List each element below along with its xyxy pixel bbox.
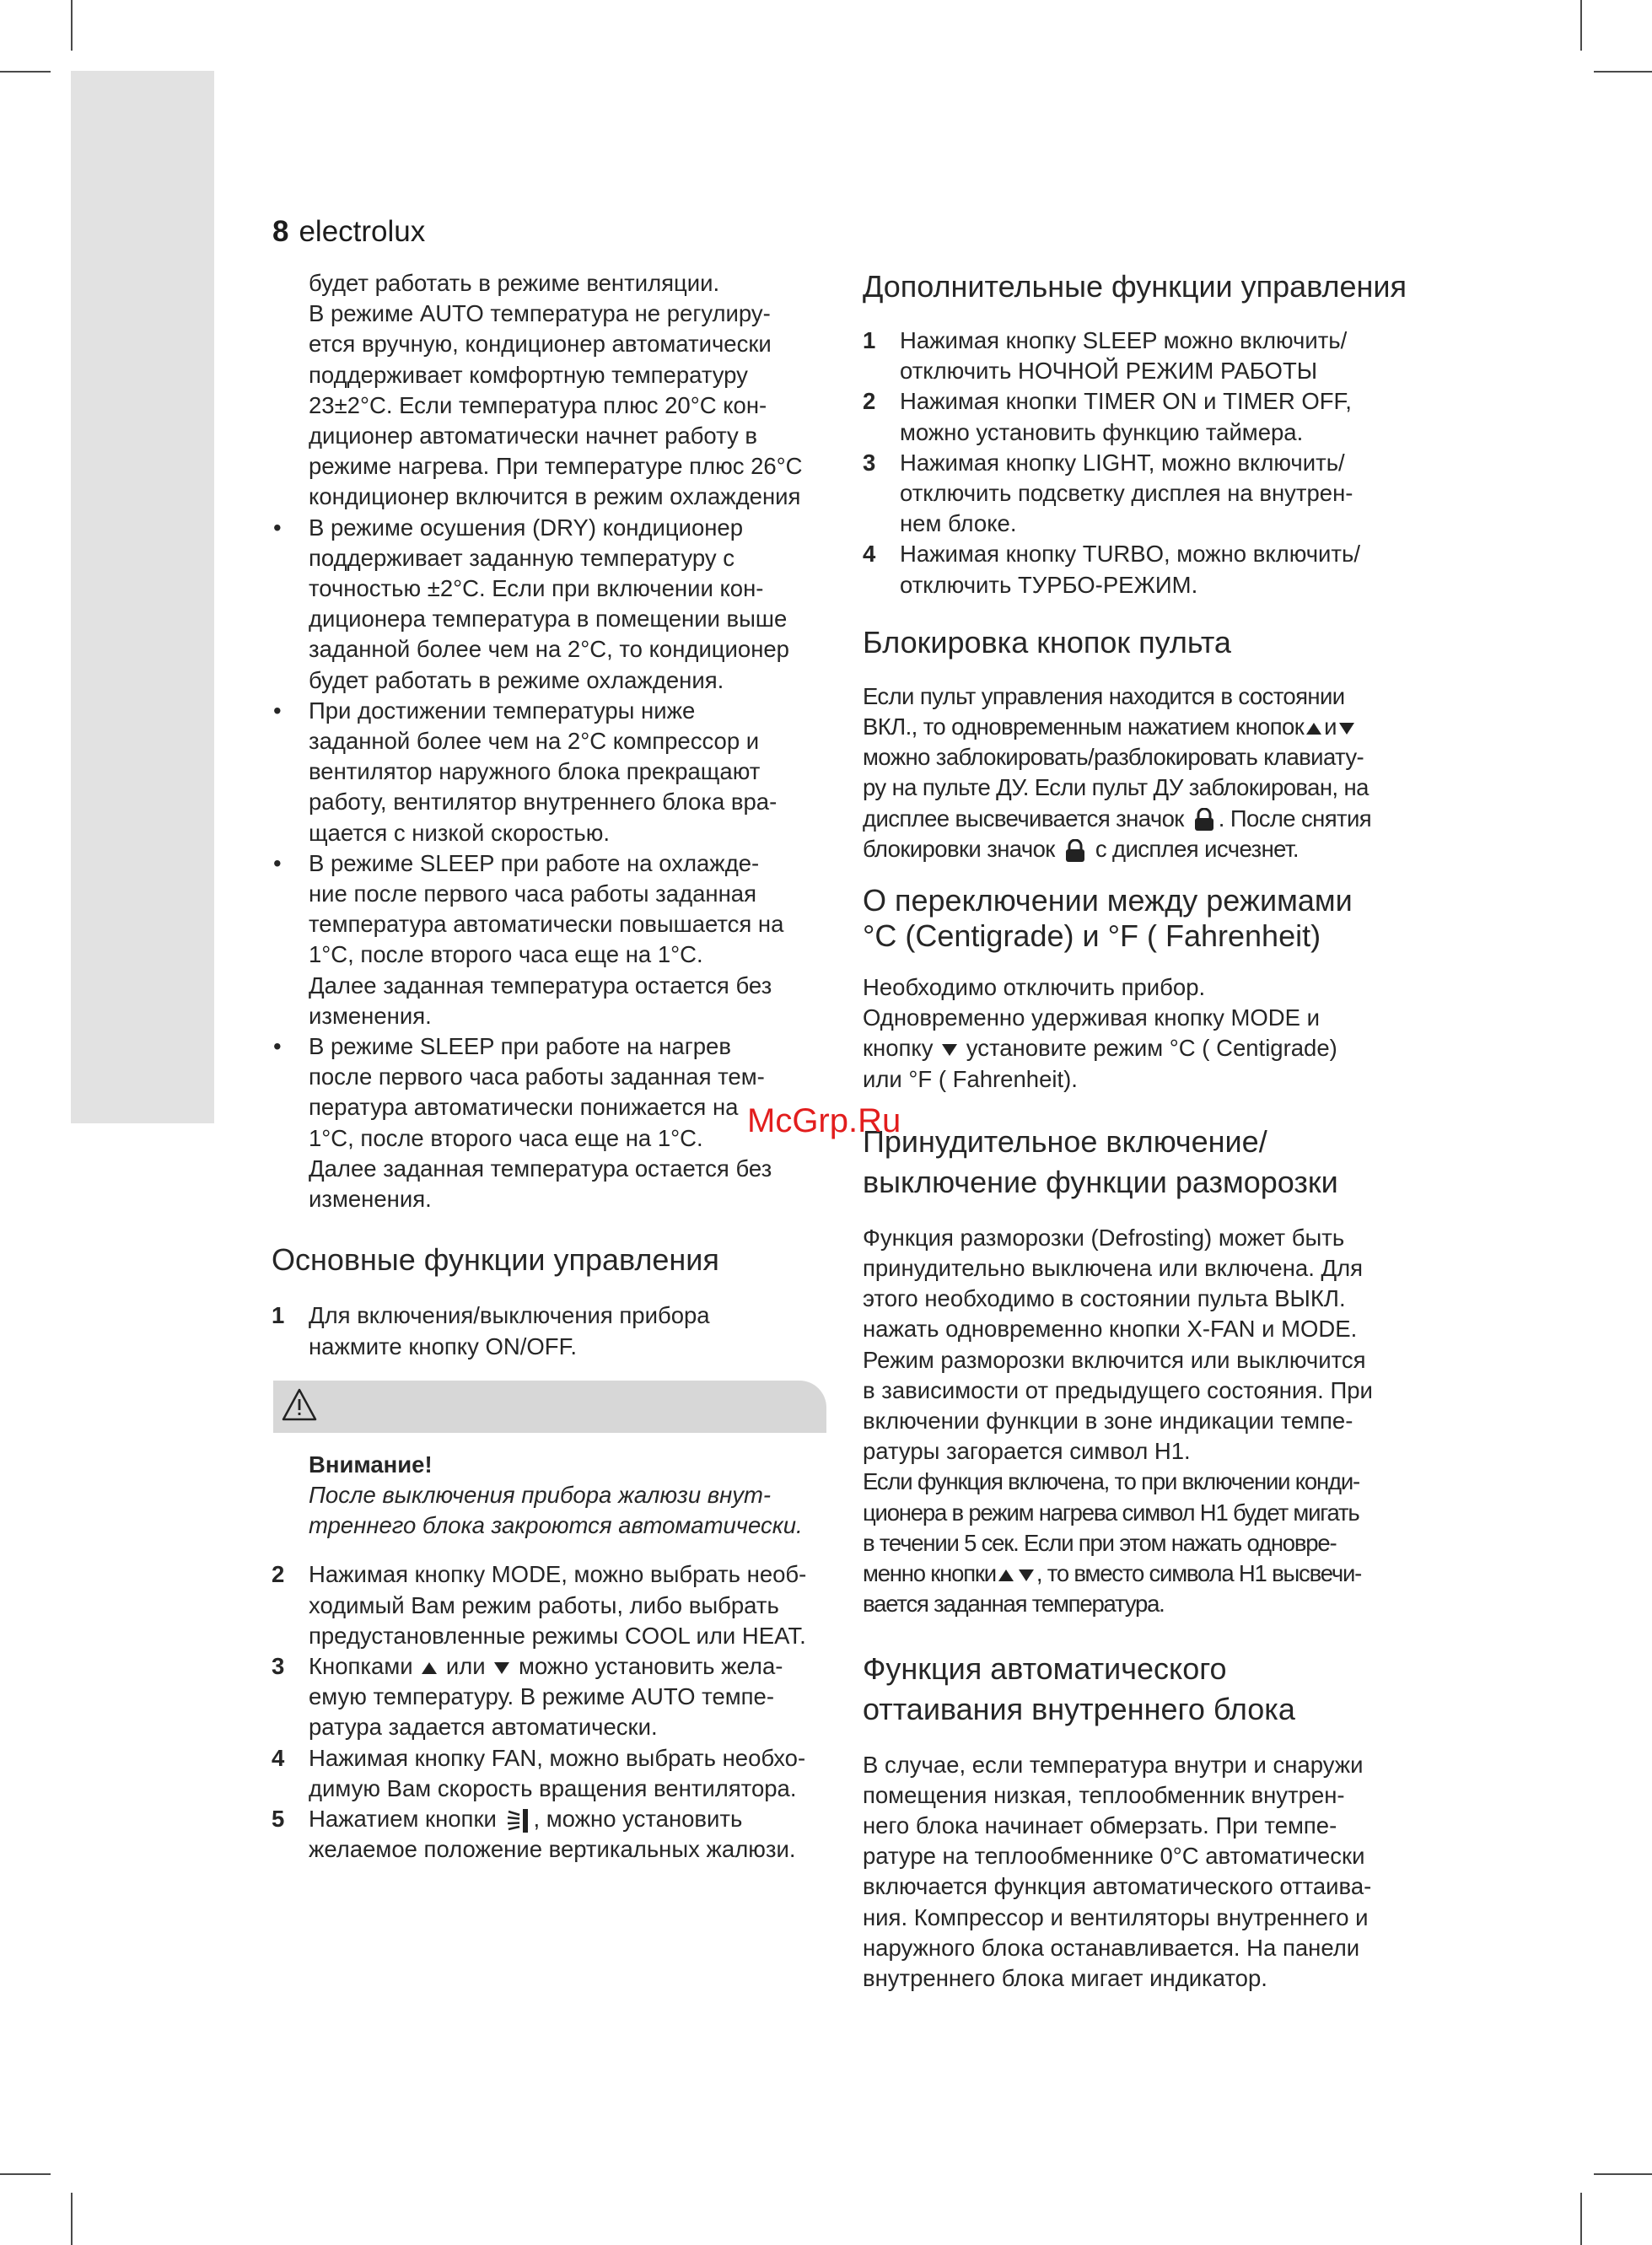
text-line: работу, вентилятор внутреннего блока вра- <box>309 789 778 816</box>
warning-bar <box>273 1381 826 1433</box>
item-number: 1 <box>863 327 876 353</box>
list-item <box>863 539 1423 600</box>
text-line: ходимый Вам режим работы, либо выбрать <box>309 1591 779 1618</box>
defrost-paragraph <box>863 1223 1423 1620</box>
section-heading-button-lock: Блокировка кнопок пульта <box>863 624 1231 660</box>
text-line <box>863 834 1423 864</box>
arrow-down-icon <box>942 1044 957 1056</box>
text-line: Нажимая кнопку SLEEP можно включить/ <box>900 327 1348 353</box>
text-line: • При достижении температуры ниже <box>309 697 696 724</box>
text-line: • В режиме SLEEP при работе на охлажде- <box>309 849 760 876</box>
text-line: • В режиме осушения (DRY) кондиционер <box>309 514 744 541</box>
text-line: Одновременно удерживая кнопку MODE и <box>863 1004 1321 1031</box>
text-line: После выключения прибора жалюзи внут- <box>309 1481 772 1508</box>
crop-mark <box>1580 0 1582 51</box>
text-line <box>863 712 1423 742</box>
text-line: наружного блока останавливается. На панели <box>863 1934 1360 1961</box>
text-fragment: блокировки значок <box>863 835 1055 862</box>
text-line <box>309 1804 828 1834</box>
watermark-text: McGrp.Ru <box>747 1102 901 1139</box>
crop-mark <box>1594 2173 1652 2175</box>
item-number: 4 <box>272 1744 285 1771</box>
arrow-up-icon <box>422 1662 437 1674</box>
arrow-down-icon <box>494 1662 509 1674</box>
text-line: 1°С, после второго часа еще на 1°С. <box>309 941 703 968</box>
item-number: 3 <box>863 449 876 476</box>
list-item <box>863 386 1423 447</box>
page-number: 8 <box>272 215 289 248</box>
text-line: Режим разморозки включится или выключится <box>863 1346 1366 1373</box>
crop-mark <box>1594 71 1652 73</box>
text-line: нажать одновременно кнопки X-FAN и MODE. <box>863 1316 1358 1343</box>
text-line: вается заданная температура. <box>863 1591 1165 1618</box>
brand-name: electrolux <box>299 215 426 248</box>
text-line: изменения. <box>309 1186 432 1213</box>
extra-functions-list <box>863 326 1423 600</box>
crop-mark <box>0 2173 51 2175</box>
bullet-item <box>272 848 828 1031</box>
thaw-paragraph <box>863 1750 1423 1995</box>
lock-icon <box>1193 808 1215 832</box>
list-item <box>863 448 1423 540</box>
text-line: В режиме AUTO температура не регулиру- <box>309 300 771 327</box>
text-fragment: менно кнопки <box>863 1560 996 1587</box>
text-fragment: Нажатием кнопки <box>309 1805 497 1832</box>
crop-mark <box>71 2193 73 2245</box>
bullet-item <box>272 513 828 696</box>
text-fragment: , то вместо символа Н1 высвечи- <box>1036 1560 1362 1587</box>
text-line: диционер автоматически начнет работу в <box>309 423 758 450</box>
list-item <box>272 1651 828 1743</box>
text-line: включении функции в зоне индикации темпе- <box>863 1408 1353 1435</box>
list-item <box>272 1743 828 1804</box>
arrow-up-icon <box>1306 723 1321 735</box>
text-line: отключить НОЧНОЙ РЕЖИМ РАБОТЫ <box>900 358 1318 385</box>
heading-line: Функция автоматического <box>863 1650 1227 1686</box>
list-item <box>272 1559 828 1651</box>
text-line: будет работать в режиме охлаждения. <box>309 666 724 693</box>
heading-line: Принудительное включение/ <box>863 1123 1267 1159</box>
text-line: или °F ( Fahrenheit). <box>863 1065 1078 1092</box>
text-line: треннего блока закроются автоматически. <box>309 1512 803 1539</box>
text-line: поддерживает заданную температуру с <box>309 544 735 571</box>
text-line: Функция разморозки (Defrosting) может быть <box>863 1224 1345 1251</box>
item-number: 1 <box>272 1302 285 1329</box>
text-line: ратуре на теплообменнике 0°С автоматически <box>863 1843 1365 1870</box>
text-line: ния. Компрессор и вентиляторы внутреннего и <box>863 1903 1369 1930</box>
text-line: в течении 5 сек. Если при этом нажать одновре- <box>863 1529 1337 1556</box>
text-line: будет работать в режиме вентиляции. <box>309 270 720 296</box>
text-line: кондиционер включится в режим охлаждения <box>309 483 801 510</box>
text-line: предустановленные режимы COOL или HEAT. <box>309 1622 806 1649</box>
text-line: заданной более чем на 2°С, то кондиционер <box>309 636 789 663</box>
text-line: Нажимая кнопки TIMER ON и TIMER OFF, <box>900 388 1352 415</box>
item-number: 3 <box>272 1652 285 1679</box>
text-fragment: можно установить жела- <box>518 1652 783 1679</box>
text-line: после первого часа работы заданная тем- <box>309 1063 765 1090</box>
text-line: Необходимо отключить прибор. <box>863 974 1206 1001</box>
text-line: Далее заданная температура остается без <box>309 1155 772 1182</box>
text-line: заданной более чем на 2°С компрессор и <box>309 728 760 755</box>
text-line: в зависимости от предыдущего состояния. При <box>863 1376 1373 1403</box>
item-number: 4 <box>863 541 876 568</box>
item-number: 2 <box>863 388 876 415</box>
text-line: желаемое положение вертикальных жалюзи. <box>309 1836 796 1863</box>
section-heading-defrost <box>863 1122 1423 1203</box>
continued-paragraph <box>272 268 828 513</box>
text-line: температура автоматически повышается на <box>309 911 784 938</box>
text-fragment: кнопку <box>863 1035 934 1062</box>
list-item <box>272 1300 828 1361</box>
arrow-down-icon <box>1019 1569 1034 1581</box>
text-line: нем блоке. <box>900 510 1017 537</box>
list-item <box>863 326 1423 386</box>
crop-mark <box>1580 2193 1582 2245</box>
text-line: диционера температура в помещении выше <box>309 606 788 633</box>
text-line: Нажимая кнопку FAN, можно выбрать необхо- <box>309 1744 806 1771</box>
warning-icon <box>282 1387 317 1423</box>
bullet-item <box>272 1031 828 1214</box>
text-line: ционера в режим нагрева символ Н1 будет мигать <box>863 1499 1359 1526</box>
text-line: ратура задается автоматически. <box>309 1714 658 1741</box>
text-line: изменения. <box>309 1002 432 1029</box>
right-column <box>863 266 1423 1994</box>
text-fragment: . После снятия <box>1218 805 1372 832</box>
text-line: пература автоматически понижается на <box>309 1094 739 1121</box>
lock-paragraph <box>863 681 1423 864</box>
text-line: точностью ±2°С. Если при включении кон- <box>309 575 764 602</box>
section-heading-units <box>863 883 1423 954</box>
text-line: ется вручную, кондиционер автоматически <box>309 331 772 358</box>
text-line: димую Вам скорость вращения вентилятора. <box>309 1774 797 1801</box>
section-heading-extra-functions: Дополнительные функции управления <box>863 269 1407 304</box>
side-tab-band <box>71 71 214 1123</box>
text-fragment: и <box>1324 713 1337 740</box>
text-fragment: , можно установить <box>533 1805 743 1832</box>
text-line: Нажимая кнопку LIGHT, можно включить/ <box>900 449 1345 476</box>
text-line: Если пульт управления находится в состоянии <box>863 682 1345 709</box>
text-line: поддерживает комфортную температуру <box>309 361 748 388</box>
text-line: него блока начинает обмерзать. При темпе- <box>863 1812 1337 1839</box>
text-line: режиме нагрева. При температуре плюс 26°С <box>309 453 803 480</box>
text-line <box>863 1033 1423 1063</box>
text-line: ратуры загорается символ Н1. <box>863 1438 1191 1465</box>
text-line: Далее заданная температура остается без <box>309 972 772 999</box>
text-line: Нажимая кнопку TURBO, можно включить/ <box>900 541 1360 568</box>
text-line: отключить ТУРБО-РЕЖИМ. <box>900 571 1198 598</box>
text-line <box>863 1559 1423 1589</box>
text-line: Для включения/выключения прибора <box>309 1302 710 1329</box>
text-line: Если функция включена, то при включении конди- <box>863 1468 1359 1495</box>
section-heading-basic-functions: Основные функции управления <box>272 1242 719 1278</box>
text-line: можно заблокировать/разблокировать клавиату- <box>863 744 1364 771</box>
heading-line: °С (Centigrade) и °F ( Fahrenheit) <box>863 918 1321 954</box>
page-header <box>272 211 425 253</box>
text-line: емую температуру. В режиме AUTO темпе- <box>309 1683 775 1710</box>
text-line: ру на пульте ДУ. Если пульт ДУ заблокирован, на <box>863 774 1369 801</box>
arrow-up-icon <box>998 1569 1014 1581</box>
warning-title: Внимание! <box>309 1451 433 1478</box>
text-line <box>863 804 1423 834</box>
text-line: 1°С, после второго часа еще на 1°С. <box>309 1124 703 1151</box>
heading-line: оттаивания внутреннего блока <box>863 1691 1295 1726</box>
text-fragment: ВКЛ., то одновременным нажатием кнопок <box>863 713 1305 740</box>
crop-mark <box>71 0 73 51</box>
text-fragment: Кнопками <box>309 1652 413 1679</box>
text-line: включается функция автоматического оттаива- <box>863 1873 1372 1900</box>
crop-mark <box>0 71 51 73</box>
heading-line: выключение функции разморозки <box>863 1164 1338 1199</box>
text-line: ние после первого часа работы заданная <box>309 880 756 907</box>
text-line: принудительно выключена или включена. Для <box>863 1255 1364 1282</box>
warning-note <box>272 1450 828 1542</box>
list-item <box>272 1804 828 1865</box>
text-fragment: дисплее высвечивается значок <box>863 805 1184 832</box>
left-column <box>272 268 828 1865</box>
text-line: В случае, если температура внутри и снаружи <box>863 1751 1364 1778</box>
lock-icon <box>1064 839 1086 863</box>
arrow-down-icon <box>1339 723 1354 735</box>
item-number: 5 <box>272 1805 285 1832</box>
text-line: 23±2°С. Если температура плюс 20°С кон- <box>309 391 767 418</box>
text-fragment: с дисплея исчезнет. <box>1095 835 1299 862</box>
text-line: щается с низкой скоростью. <box>309 819 610 846</box>
text-line: внутреннего блока мигает индикатор. <box>863 1964 1267 1991</box>
text-line: отключить подсветку дисплея на внутрен- <box>900 480 1353 507</box>
text-line: Нажимая кнопку MODE, можно выбрать необ- <box>309 1561 807 1588</box>
units-paragraph <box>863 972 1423 1095</box>
text-line: можно установить функцию таймера. <box>900 418 1304 445</box>
text-line: нажмите кнопку ON/OFF. <box>309 1332 577 1359</box>
text-fragment: установите режим °С ( Centigrade) <box>966 1035 1337 1062</box>
text-line: вентилятор наружного блока прекращают <box>309 758 761 785</box>
swing-louver-icon <box>506 1808 530 1833</box>
heading-line: О переключении между режимами <box>863 883 1353 918</box>
text-line: этого необходимо в состоянии пульта ВЫКЛ. <box>863 1285 1346 1312</box>
bullet-item <box>272 696 828 848</box>
text-line: • В режиме SLEEP при работе на нагрев <box>309 1033 731 1060</box>
defrost-note <box>863 1467 1423 1619</box>
section-heading-auto-thaw <box>863 1649 1423 1730</box>
text-line: помещения низкая, теплообменник внутрен- <box>863 1781 1345 1808</box>
item-number: 2 <box>272 1561 285 1588</box>
text-fragment: или <box>445 1652 486 1679</box>
text-line <box>309 1651 828 1682</box>
